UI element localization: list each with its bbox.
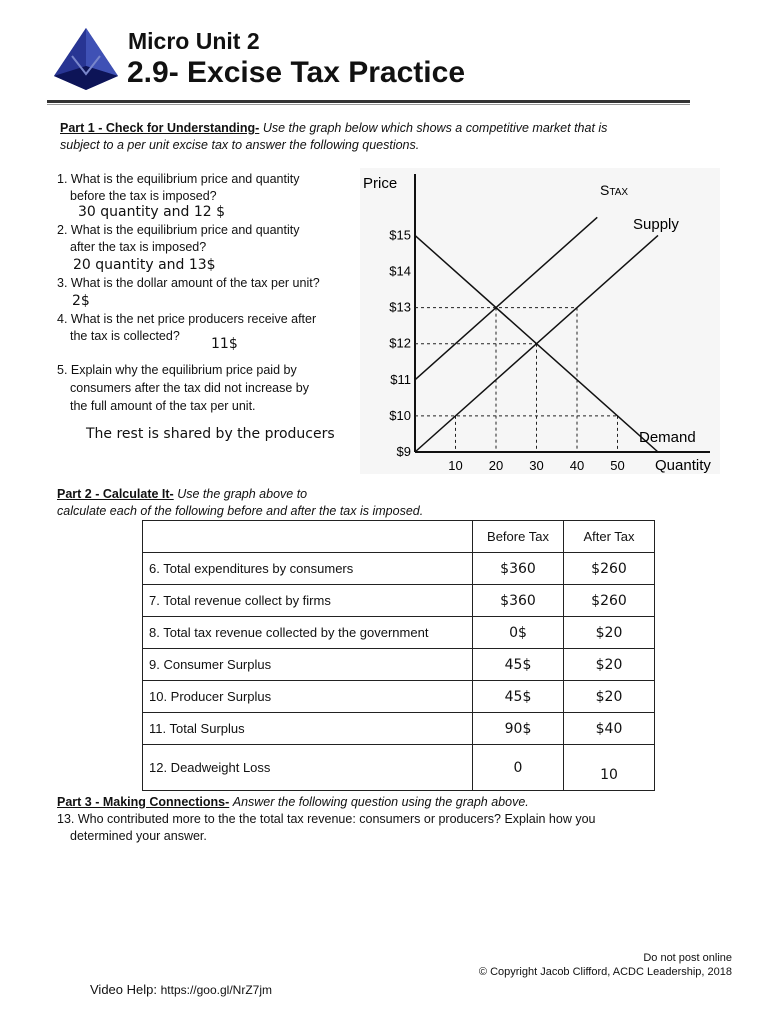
after-value[interactable]: $40 bbox=[564, 713, 655, 745]
x-tick-label: 30 bbox=[529, 458, 544, 473]
y-axis-label: Price bbox=[363, 175, 398, 192]
y-tick-label: $9 bbox=[396, 444, 411, 459]
before-value[interactable]: 90$ bbox=[473, 713, 564, 745]
before-value[interactable]: 0 bbox=[473, 745, 564, 791]
stax-label: STAX bbox=[600, 182, 629, 198]
row-label: 10. Producer Surplus bbox=[143, 681, 473, 713]
x-tick-label: 10 bbox=[448, 458, 463, 473]
row-label: 9. Consumer Surplus bbox=[143, 649, 473, 681]
x-tick-label: 20 bbox=[488, 458, 504, 473]
table-row bbox=[143, 713, 655, 745]
part1-intro-line2: subject to a per unit excise tax to answer the following questions. bbox=[60, 138, 420, 152]
after-value[interactable]: 10 bbox=[564, 745, 655, 791]
table-row bbox=[143, 681, 655, 713]
table-row bbox=[143, 617, 655, 649]
q13-line2: determined your answer. bbox=[70, 829, 207, 843]
q4-answer[interactable]: 11$ bbox=[211, 336, 238, 352]
q5-line2: consumers after the tax did not increase by bbox=[70, 381, 310, 395]
q4-line1: 4. What is the net price producers receive after bbox=[57, 312, 317, 326]
row-label: 12. Deadweight Loss bbox=[143, 745, 473, 791]
before-value[interactable]: $360 bbox=[473, 585, 564, 617]
q1-line1: 1. What is the equilibrium price and quantity bbox=[57, 172, 300, 186]
q5-line1: 5. Explain why the equilibrium price paid by bbox=[57, 363, 297, 377]
x-tick-label: 50 bbox=[610, 458, 625, 473]
table-row bbox=[143, 649, 655, 681]
footer-copyright: © Copyright Jacob Clifford, ACDC Leadership, 2018 bbox=[478, 966, 732, 978]
q3-answer[interactable]: 2$ bbox=[72, 293, 90, 309]
q2-answer[interactable]: 20 quantity and 13$ bbox=[73, 257, 216, 273]
q1-line2: before the tax is imposed? bbox=[70, 189, 217, 203]
y-tick-label: $14 bbox=[389, 263, 411, 279]
tax-graph bbox=[355, 168, 725, 478]
calc-table bbox=[142, 520, 655, 791]
col-after-tax: After Tax bbox=[564, 521, 655, 553]
part1-intro bbox=[60, 120, 700, 154]
part1-heading: Part 1 - Check for Understanding- bbox=[60, 121, 260, 135]
q1-answer[interactable]: 30 quantity and 12 $ bbox=[78, 204, 226, 220]
table-header-row bbox=[143, 521, 655, 553]
q5-answer[interactable]: The rest is shared by the producers bbox=[86, 426, 335, 442]
logo-icon bbox=[52, 26, 120, 94]
after-value[interactable]: $20 bbox=[564, 649, 655, 681]
col-before-tax: Before Tax bbox=[473, 521, 564, 553]
before-value[interactable]: 45$ bbox=[473, 681, 564, 713]
part2-heading: Part 2 - Calculate It- bbox=[57, 487, 174, 501]
y-tick-label: $12 bbox=[389, 335, 411, 351]
after-value[interactable]: $20 bbox=[564, 681, 655, 713]
video-help-label: Video Help: bbox=[90, 982, 157, 997]
part2-intro bbox=[57, 486, 423, 520]
video-help-link[interactable]: https://goo.gl/NrZ7jm bbox=[160, 983, 272, 997]
row-label: 6. Total expenditures by consumers bbox=[143, 553, 473, 585]
y-tick-label: $10 bbox=[389, 407, 411, 423]
video-help bbox=[90, 982, 272, 997]
row-label: 11. Total Surplus bbox=[143, 713, 473, 745]
part2-intro-line2: calculate each of the following before and after the tax is imposed. bbox=[57, 504, 424, 518]
table-row bbox=[143, 585, 655, 617]
table-row bbox=[143, 553, 655, 585]
part3-intro: Answer the following question using the graph above. bbox=[232, 795, 529, 809]
unit-title: Micro Unit 2 bbox=[128, 28, 260, 54]
footer-note: Do not post online bbox=[643, 952, 732, 964]
before-value[interactable]: 45$ bbox=[473, 649, 564, 681]
after-value[interactable]: $260 bbox=[564, 585, 655, 617]
table-row bbox=[143, 745, 655, 791]
supply-label: Supply bbox=[633, 216, 679, 233]
row-label: 7. Total revenue collect by firms bbox=[143, 585, 473, 617]
after-value[interactable]: $20 bbox=[564, 617, 655, 649]
part2-intro-line1: Use the graph above to bbox=[177, 487, 308, 501]
header-divider bbox=[47, 100, 690, 103]
y-tick-label: $11 bbox=[390, 371, 411, 387]
table-header-blank bbox=[143, 521, 473, 553]
q4-line2: the tax is collected? bbox=[70, 329, 180, 343]
demand-label: Demand bbox=[639, 429, 696, 446]
page-title: 2.9- Excise Tax Practice bbox=[127, 56, 465, 89]
y-tick-label: $13 bbox=[389, 299, 411, 315]
q3-line1: 3. What is the dollar amount of the tax per unit? bbox=[57, 276, 320, 290]
part3-section bbox=[57, 794, 596, 845]
x-tick-label: 40 bbox=[569, 458, 585, 473]
before-value[interactable]: 0$ bbox=[473, 617, 564, 649]
part3-heading: Part 3 - Making Connections- bbox=[57, 795, 230, 809]
q13-line1: 13. Who contributed more to the the total tax revenue: consumers or producers? Explain how you bbox=[57, 812, 596, 826]
x-axis-label: Quantity bbox=[655, 457, 711, 474]
before-value[interactable]: $360 bbox=[473, 553, 564, 585]
after-value[interactable]: $260 bbox=[564, 553, 655, 585]
part1-intro-line1: Use the graph below which shows a competitive market that is bbox=[262, 121, 608, 135]
q2-line1: 2. What is the equilibrium price and quantity bbox=[57, 223, 300, 237]
q5-line3: the full amount of the tax per unit. bbox=[70, 399, 256, 413]
q2-line2: after the tax is imposed? bbox=[70, 240, 207, 254]
row-label: 8. Total tax revenue collected by the government bbox=[143, 617, 473, 649]
header-divider-thin bbox=[47, 104, 690, 105]
y-tick-label: $15 bbox=[389, 227, 411, 243]
